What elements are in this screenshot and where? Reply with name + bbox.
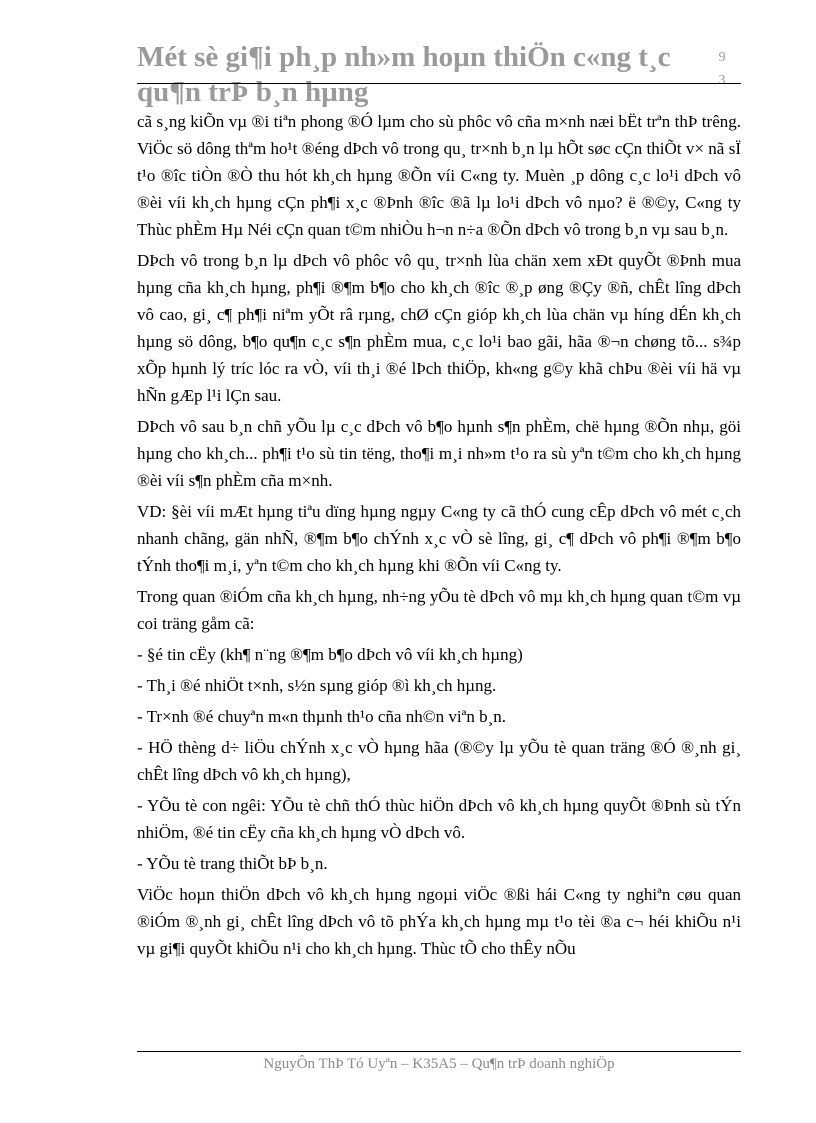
list-item: - HÖ thèng d÷ liÖu chÝnh x¸c vÒ hµng hãa (®©y lµ yÕu tè quan träng ®Ó ®¸nh gi¸ chÊt lîng dÞch vô kh¸ch hµng), [137,738,741,784]
paragraph: VD: §èi víi mÆt hµng tiªu dïng hµng ngµy C«ng ty cã thÓ cung cÊp dÞch vô mét c¸ch nhanh chãng, gän nhÑ, ®¶m b¶o chÝnh x¸c vÒ sè lîng, gi¸ c¶ dÞch vô ph¶i ®¶m b¶o tÝnh tho¶i m¸i, yªn t©m cho kh¸ch hµng khi ®Õn víi C«ng ty. [137,502,741,575]
page-footer: NguyÔn ThÞ Tó Uyªn – K35A5 – Qu¶n trÞ doanh nghiÖp [263,1056,615,1072]
list-item: - Th¸i ®é nhiÖt t×nh, s½n sµng gióp ®ì kh¸ch hµng. [137,676,497,695]
header-divider [137,83,741,84]
paragraph: cã s¸ng kiÕn vµ ®i tiªn phong ®Ó lµm cho sù phôc vô cña m×nh næi bËt trªn thÞ trêng. ViÖc sö dông thªm ho¹t ®éng dÞch vô trong qu¸ tr×nh b¸n lµ hÕt søc cÇn thiÕt v× nã sÏ t¹o ®îc tiÒn ®Ò thu hót kh¸ch hµng ®Õn víi C«ng ty. Muèn ¸p dông c¸c lo¹i dÞch vô ®èi víi kh¸ch hµng cÇn ph¶i x¸c ®Þnh ®îc ®ã lµ lo¹i dÞch vô nµo? ë ®©y, C«ng ty Thùc phÈm Hµ Néi cÇn quan t©m nhiÒu h¬n n÷a ®Õn dÞch vô trong b¸n vµ sau b¸n. [137,112,741,239]
list-item: - §é tin cËy (kh¶ n¨ng ®¶m b¶o dÞch vô víi kh¸ch hµng) [137,645,523,664]
footer-divider [137,1051,741,1052]
list-item: - YÕu tè trang thiÕt bÞ b¸n. [137,854,328,873]
list-item: - Tr×nh ®é chuyªn m«n thµnh th¹o cña nh©n viªn b¸n. [137,707,506,726]
page-title: Mét sè gi¶i ph¸p nh»m hoµn thiÖn c«ng t¸c qu¶n trÞ b¸n hµng [137,41,671,108]
page-number [712,46,732,92]
document-body [137,108,741,966]
paragraph: DÞch vô trong b¸n lµ dÞch vô phôc vô qu¸ tr×nh lùa chän xem xÐt quyÕt ®Þnh mua hµng cña kh¸ch hµng, ph¶i ®¶m b¶o cho kh¸ch ®îc ®¸p øng ®Çy ®ñ, chÊt lîng dÞch vô cao, gi¸ c¶ ph¶i niªm yÕt râ rµng, chØ cÇn gióp kh¸ch lùa chän vµ híng dÉn kh¸ch hµng sö dông, b¶o qu¶n c¸c s¶n phÈm mua, c¸c lo¹i bao gãi, hãa ®¬n chøng tõ... s¾p xÕp hµnh lý tríc lóc ra vÒ, víi th¸i ®é lÞch thiÖp, kh«ng g©y khã chÞu ®èi víi hä vµ hÑn gÆp l¹i lÇn sau. [137,251,741,405]
page-number-text: 9 3 [718,50,726,88]
paragraph: Trong quan ®iÓm cña kh¸ch hµng, nh÷ng yÕu tè dÞch vô mµ kh¸ch hµng quan t©m vµ coi träng gåm cã: [137,587,741,633]
paragraph: DÞch vô sau b¸n chñ yÕu lµ c¸c dÞch vô b¶o hµnh s¶n phÈm, chë hµng ®Õn nhµ, göi hµng cho kh¸ch... ph¶i t¹o sù tin tëng, tho¶i m¸i nh»m t¹o ra sù yªn t©m cho kh¸ch hµng ®èi víi s¶n phÈm cña m×nh. [137,417,741,490]
paragraph: ViÖc hoµn thiÖn dÞch vô kh¸ch hµng ngoµi viÖc ®ßi hái C«ng ty nghiªn cøu quan ®iÓm ®¸nh gi¸ chÊt lîng dÞch vô tõ phÝa kh¸ch hµng mµ t¹o tèi ®a c¬ héi khiÕu n¹i vµ gi¶i quyÕt khiÕu n¹i cho kh¸ch hµng. Thùc tÕ cho thÊy nÕu [137,885,741,958]
list-item: - YÕu tè con ngêi: YÕu tè chñ thÓ thùc hiÖn dÞch vô kh¸ch hµng quyÕt ®Þnh sù tÝn nhiÖm, ®é tin cËy cña kh¸ch hµng vÒ dÞch vô. [137,796,741,842]
